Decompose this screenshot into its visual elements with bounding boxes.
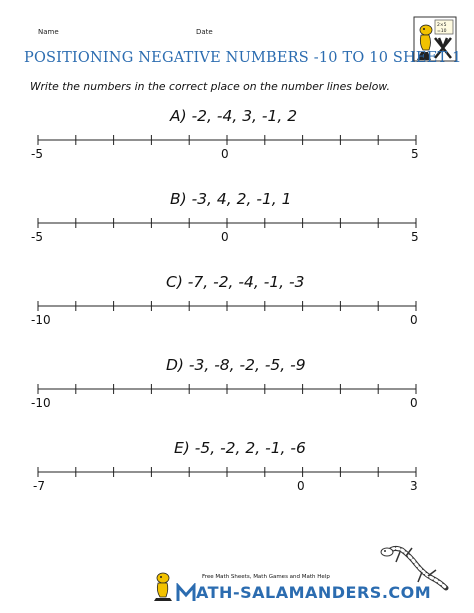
question-e: E) -5, -2, 2, -1, -6	[174, 439, 306, 457]
page-title: POSITIONING NEGATIVE NUMBERS -10 TO 10 SHEET 1	[24, 50, 462, 66]
instructions: Write the numbers in the correct place on the number lines below.	[30, 80, 390, 93]
line-c-label-min: -10	[31, 313, 51, 327]
line-a-label-min: -5	[31, 147, 43, 161]
line-d-label-zero: 0	[410, 396, 418, 410]
line-d-label-min: -10	[31, 396, 51, 410]
name-label: Name	[38, 28, 59, 36]
question-c: C) -7, -2, -4, -1, -3	[166, 273, 305, 291]
line-c-label-zero: 0	[410, 313, 418, 327]
date-label: Date	[196, 28, 213, 36]
line-b-label-min: -5	[31, 230, 43, 244]
svg-text:=10: =10	[437, 29, 447, 34]
line-b-label-max: 5	[411, 230, 419, 244]
line-e-label-max: 3	[410, 479, 418, 493]
footer-m-icon	[176, 583, 196, 603]
footer-tagline: Free Math Sheets, Math Games and Math Help	[202, 574, 330, 580]
question-b: B) -3, 4, 2, -1, 1	[170, 190, 292, 208]
line-e-label-min: -7	[33, 479, 45, 493]
question-a: A) -2, -4, 3, -1, 2	[170, 107, 298, 125]
footer-logo-icon	[152, 571, 174, 601]
svg-text:2×5: 2×5	[437, 23, 447, 28]
line-e-label-zero: 0	[297, 479, 305, 493]
line-b-label-zero: 0	[221, 230, 229, 244]
question-d: D) -3, -8, -2, -5, -9	[166, 356, 306, 374]
line-a-label-max: 5	[411, 147, 419, 161]
footer-brand: ATH-SALAMANDERS.COM	[196, 583, 432, 602]
line-a-label-zero: 0	[221, 147, 229, 161]
